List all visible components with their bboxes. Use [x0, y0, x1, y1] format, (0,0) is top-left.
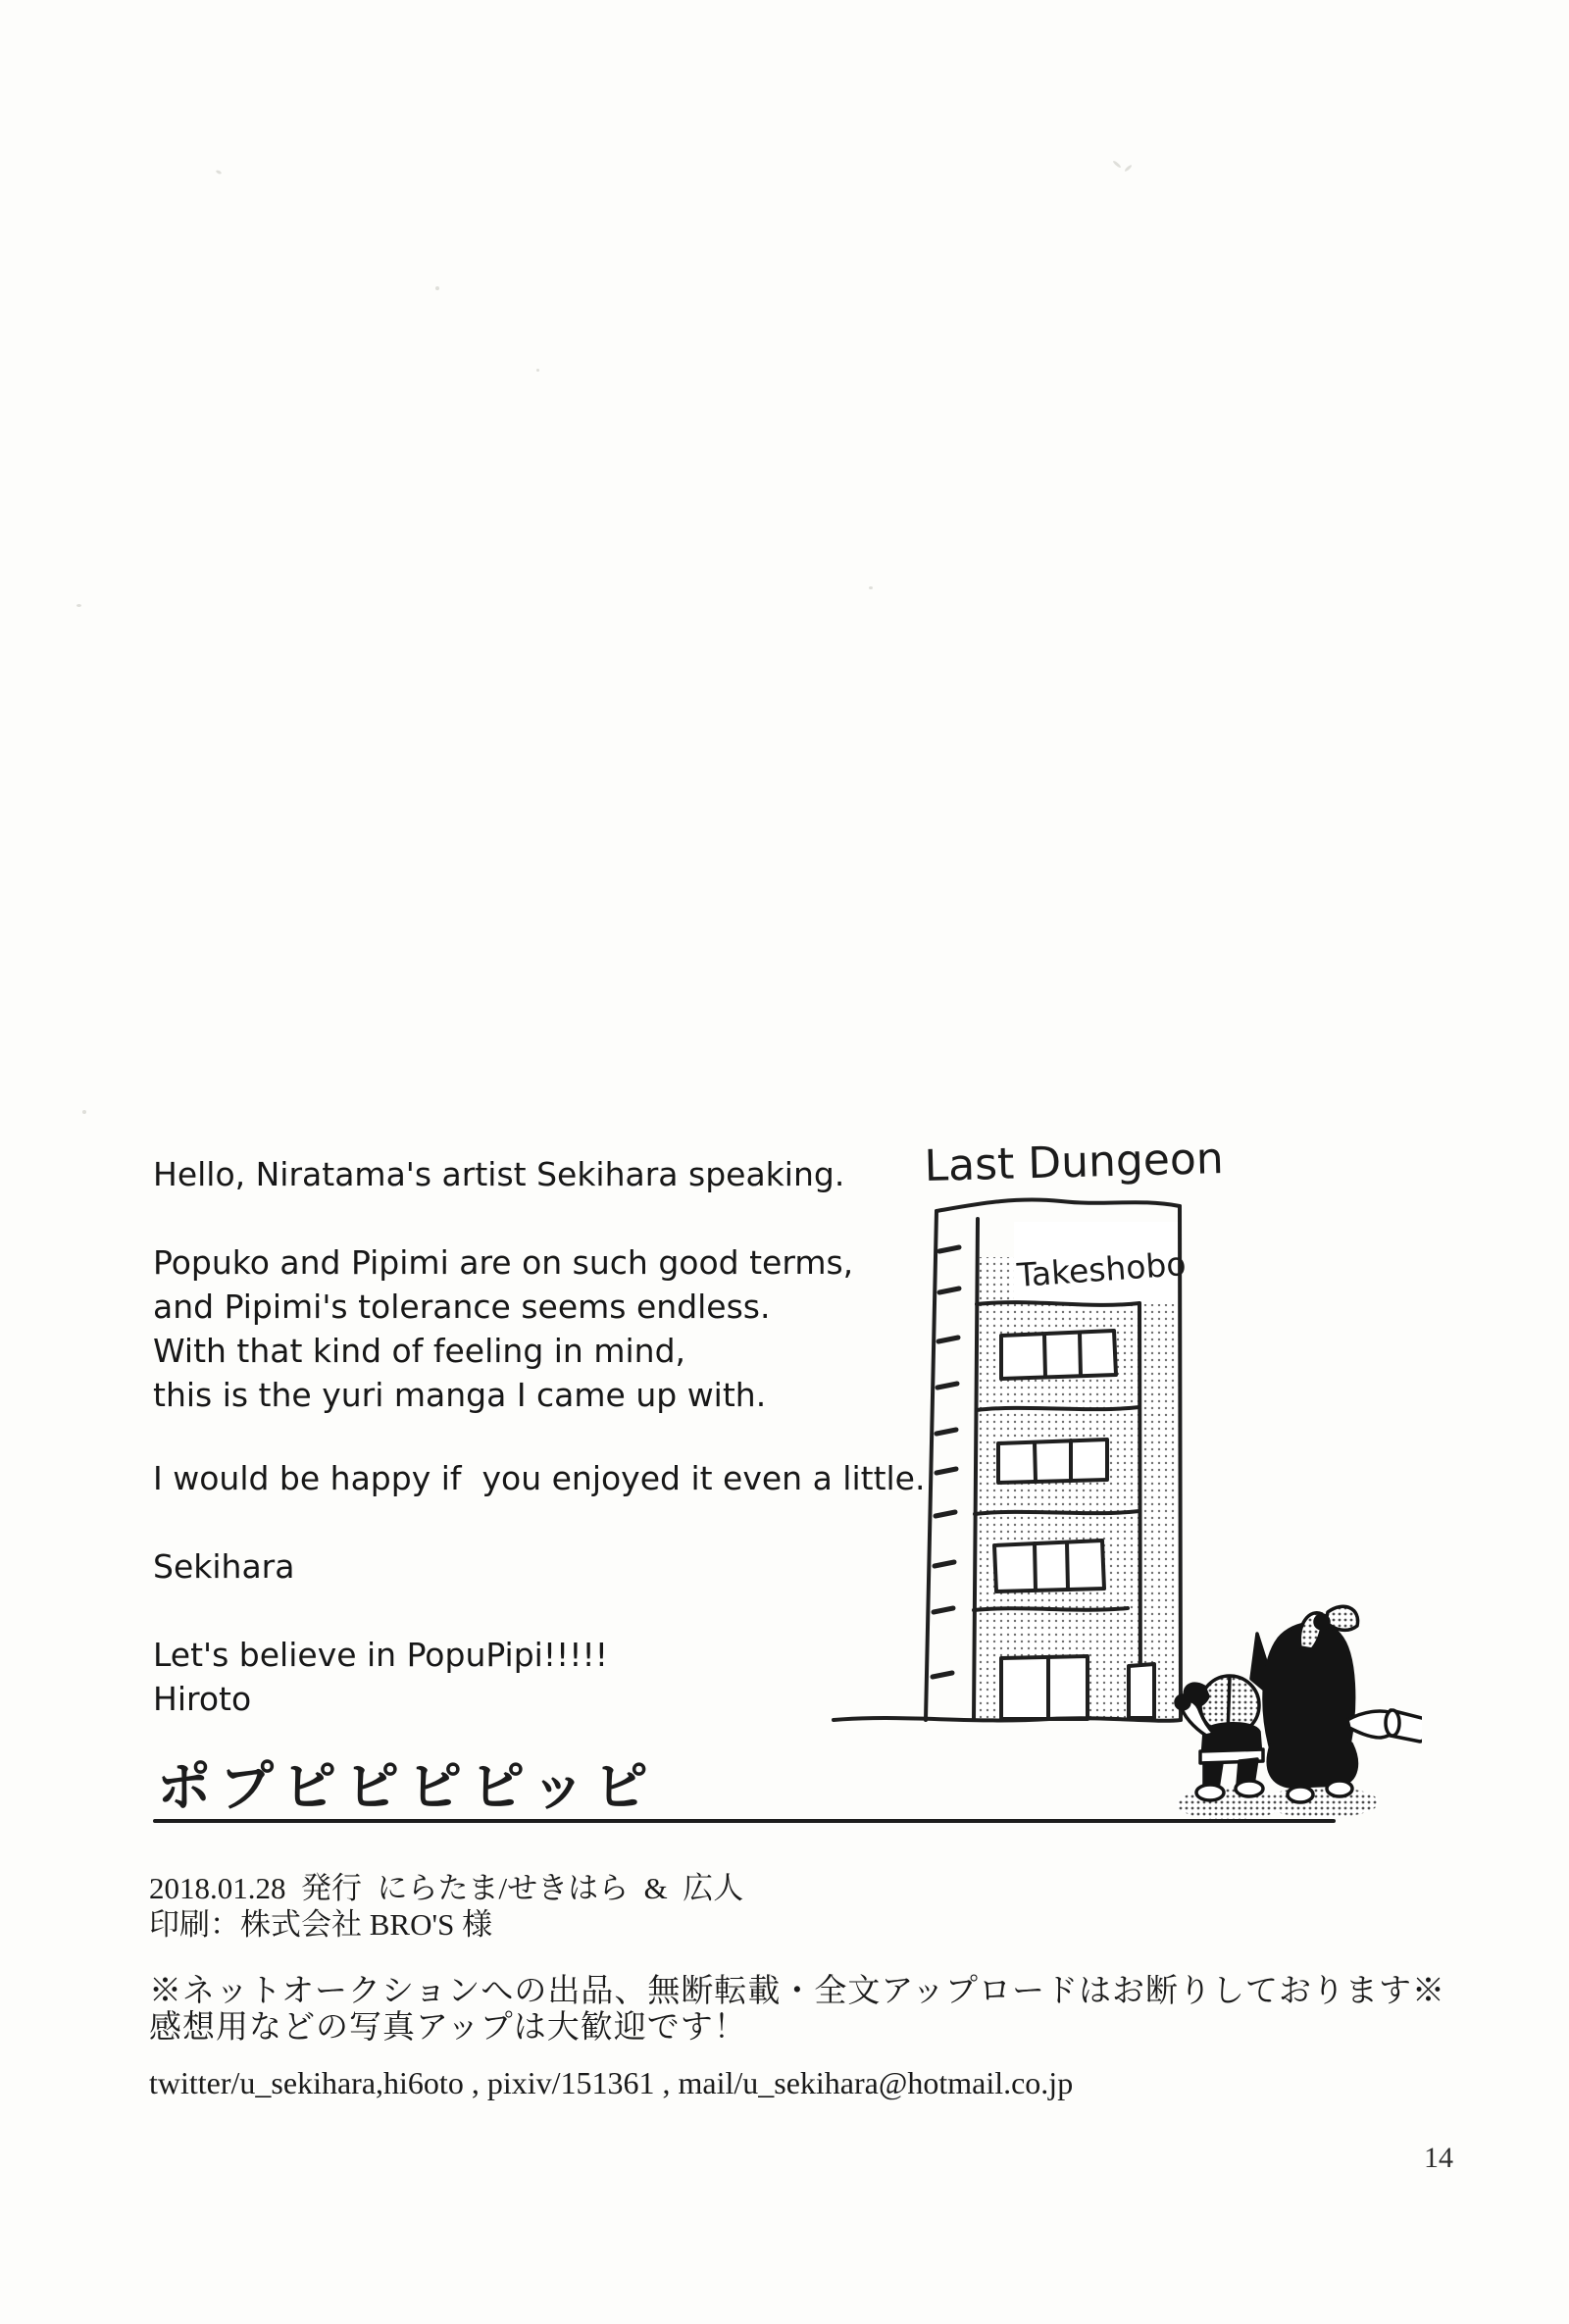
pipimi-sandal — [1288, 1787, 1313, 1802]
page-number: 14 — [1424, 2142, 1453, 2174]
pipimi-sandal — [1327, 1781, 1352, 1796]
building-side-door — [1129, 1664, 1154, 1718]
popuko-sandal — [1236, 1781, 1263, 1796]
colophon-notice-line2: 感想用などの写真アップは大歓迎です！ — [149, 2010, 747, 2046]
afterword-paragraph-line: Popuko and Pipimi are on such good terms, — [153, 1243, 854, 1282]
popuko-sandal — [1196, 1785, 1224, 1800]
scan-speck — [1124, 164, 1133, 172]
afterword-thanks: I would be happy if you enjoyed it even a little. — [153, 1459, 926, 1497]
pipimi-bow — [1326, 1606, 1358, 1630]
sidewall-ticks — [933, 1247, 959, 1677]
book-title: ポプピピピピッピ — [157, 1755, 657, 1818]
illustration-caption: Last Dungeon — [923, 1134, 1225, 1191]
afterword-paragraph-line: With that kind of feeling in mind, — [153, 1332, 686, 1370]
building-door — [1001, 1656, 1088, 1719]
pipimi-shadow — [1265, 1787, 1379, 1818]
colophon-notice-line1: ※ネットオークションへの出品、無断転載・全文アップロードはお断りしております※ — [149, 1974, 1446, 2009]
scan-speck — [82, 1110, 86, 1114]
title-divider-rule — [153, 1819, 1336, 1823]
colophon-publication-line: 2018.01.28 発行 にらたま/せきはら & 広人 — [149, 1871, 744, 1905]
scan-speck — [536, 369, 539, 372]
ground-line — [834, 1718, 1181, 1721]
colophon-contact-line: twitter/u_sekihara,hi6oto , pixiv/151361 , mail/u_sekihara@hotmail.co.jp — [149, 2065, 1074, 2100]
scan-speck — [869, 586, 873, 589]
scan-speck — [76, 604, 81, 607]
signature-hiroto: Hiroto — [153, 1680, 252, 1718]
scan-speck — [1112, 160, 1122, 169]
afterword-closing: Let's believe in PopuPipi!!!!! — [153, 1636, 608, 1674]
pipimi-character — [1264, 1606, 1422, 1818]
building-window — [998, 1440, 1107, 1483]
signature-sekihara: Sekihara — [153, 1547, 295, 1586]
colophon-printing-line: 印刷：株式会社 BRO'S 様 — [149, 1907, 493, 1942]
building-sign: Takeshobo — [1015, 1244, 1188, 1294]
building-window — [994, 1541, 1104, 1591]
afterword-greeting: Hello, Niratama's artist Sekihara speaking. — [153, 1155, 845, 1193]
scan-speck — [216, 170, 223, 175]
scan-speck — [435, 286, 439, 290]
building-window — [1001, 1331, 1116, 1379]
afterword-paragraph-line: and Pipimi's tolerance seems endless. — [153, 1288, 771, 1326]
afterword-paragraph-line: this is the yuri manga I came up with. — [153, 1376, 767, 1414]
last-dungeon-illustration — [814, 1118, 1422, 1834]
